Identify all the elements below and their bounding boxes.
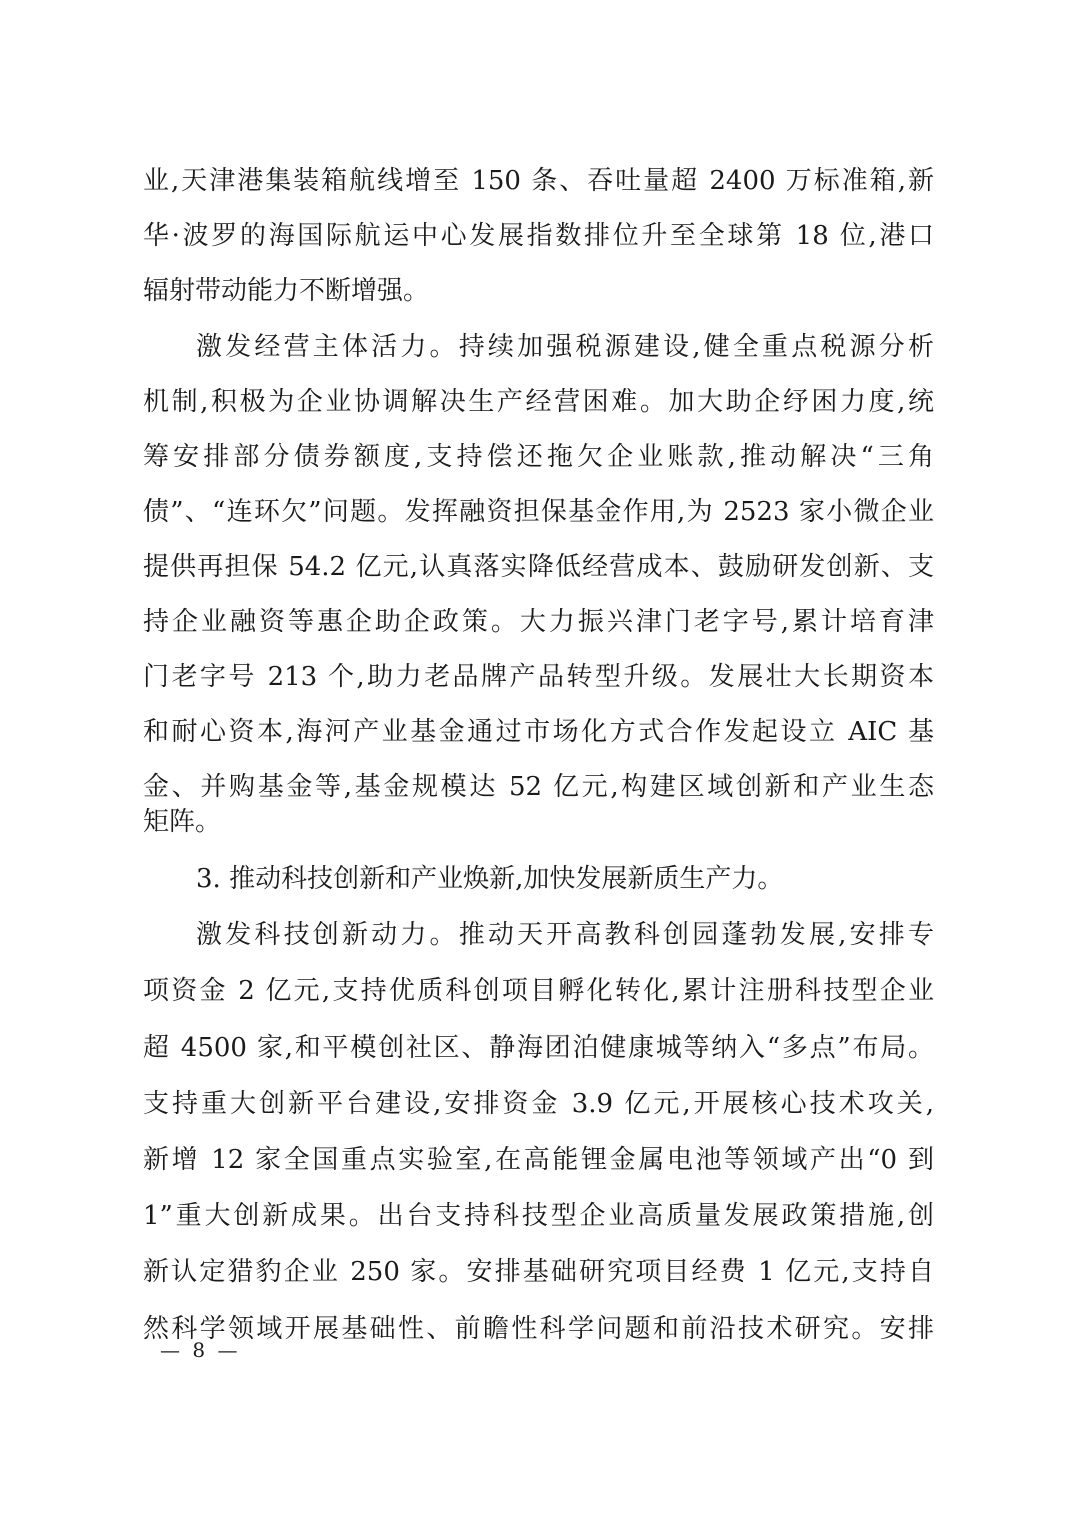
text-line: 提供再担保 54.2 亿元,认真落实降低经营成本、鼓励研发创新、支 (143, 552, 934, 582)
text-line: 门老字号 213 个,助力老品牌产品转型升级。发展壮大长期资本 (143, 662, 934, 692)
text-line: 超 4500 家,和平模创社区、静海团泊健康城等纳入“多点”布局。 (143, 1033, 934, 1063)
paragraph-start-line: 激发经营主体活力。持续加强税源建设,健全重点税源分析 (196, 332, 934, 362)
text-line: 然科学领域开展基础性、前瞻性科学问题和前沿技术研究。安排 (143, 1314, 934, 1344)
text-line: 辐射带动能力不断增强。 (143, 276, 430, 306)
text-line: 金、并购基金等,基金规模达 52 亿元,构建区域创新和产业生态 (143, 772, 934, 802)
text-line: 1”重大创新成果。出台支持科技型企业高质量发展政策措施,创 (143, 1201, 934, 1231)
text-line: 持企业融资等惠企助企政策。大力振兴津门老字号,累计培育津 (143, 607, 934, 637)
text-line: 机制,积极为企业协调解决生产经营困难。加大助企纾困力度,统 (143, 387, 934, 417)
text-line: 项资金 2 亿元,支持优质科创项目孵化转化,累计注册科技型企业 (143, 976, 934, 1006)
page-number: — 8 — (160, 1338, 238, 1362)
section-heading: 3. 推动科技创新和产业焕新,加快发展新质生产力。 (196, 864, 784, 894)
paragraph-start-line: 激发科技创新动力。推动天开高教科创园蓬勃发展,安排专 (196, 920, 934, 950)
text-line: 矩阵。 (143, 807, 222, 837)
text-line: 新认定猎豹企业 250 家。安排基础研究项目经费 1 亿元,支持自 (143, 1257, 934, 1287)
text-line: 业,天津港集装箱航线增至 150 条、吞吐量超 2400 万标准箱,新 (143, 166, 934, 196)
text-line: 华·波罗的海国际航运中心发展指数排位升至全球第 18 位,港口 (143, 221, 934, 251)
text-line: 债”、“连环欠”问题。发挥融资担保基金作用,为 2523 家小微企业 (143, 497, 934, 527)
text-line: 支持重大创新平台建设,安排资金 3.9 亿元,开展核心技术攻关, (143, 1089, 934, 1119)
text-line: 筹安排部分债券额度,支持偿还拖欠企业账款,推动解决“三角 (143, 442, 934, 472)
text-line: 和耐心资本,海河产业基金通过市场化方式合作发起设立 AIC 基 (143, 717, 934, 747)
text-line: 新增 12 家全国重点实验室,在高能锂金属电池等领域产出“0 到 (143, 1145, 934, 1175)
